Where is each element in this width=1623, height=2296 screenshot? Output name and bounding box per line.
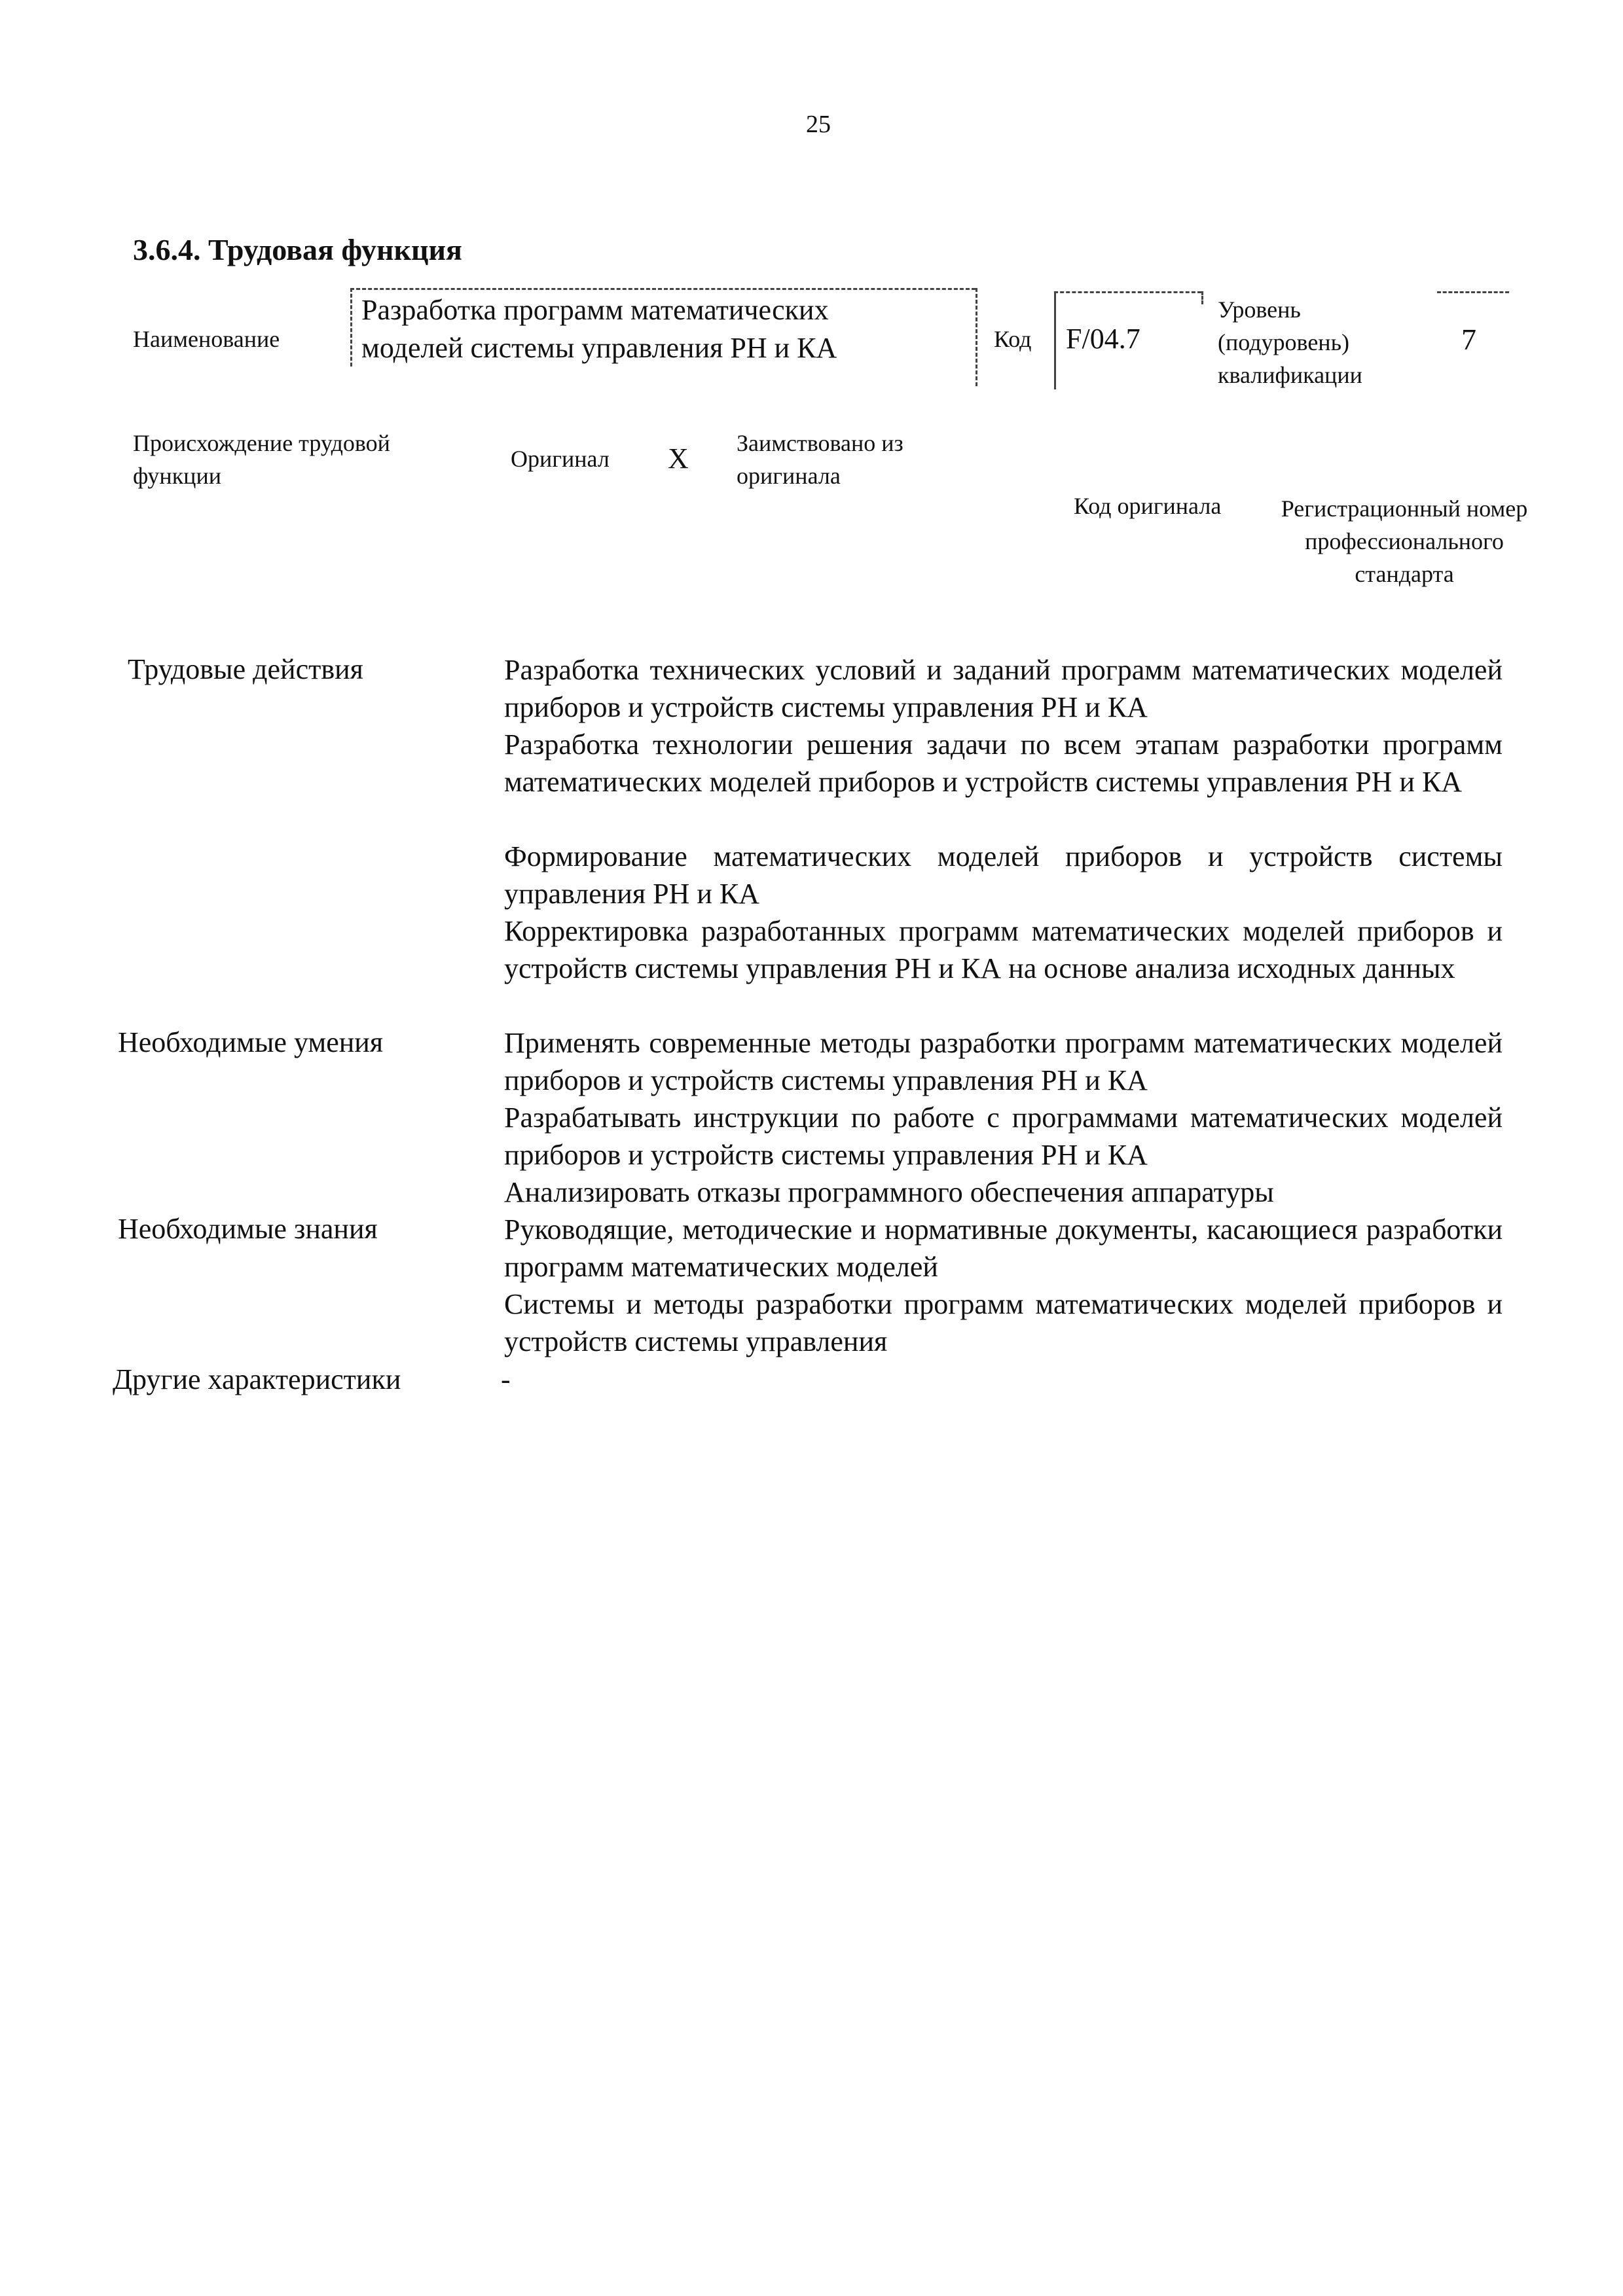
knowledge-item: Руководящие, методические и нормативные документы, касающиеся разработки программ математических моделей [504, 1213, 1503, 1283]
level-label-line1: Уровень [1218, 296, 1301, 323]
skills-label: Необходимые умения [118, 1026, 384, 1058]
other-value: - [501, 1363, 511, 1395]
skill-item: Применять современные методы разработки программ математических моделей приборов и устройств системы управления РН и КА [504, 1027, 1503, 1096]
code-box-right-border [1201, 291, 1203, 304]
level-label-line2: (подуровень) [1218, 329, 1349, 355]
skill-item: Разрабатывать инструкции по работе с программами математических моделей приборов и устройств системы управления РН и КА [504, 1102, 1503, 1171]
original-mark: X [668, 442, 689, 475]
knowledge-label: Необходимые знания [118, 1213, 378, 1245]
action-item: Формирование математических моделей приборов и устройств системы управления РН и КА [504, 840, 1503, 910]
origin-label-line1: Происхождение трудовой [133, 430, 390, 456]
code-value: F/04.7 [1066, 323, 1140, 355]
name-box-top-border [350, 288, 976, 290]
original-code-label: Код оригинала [1074, 493, 1222, 519]
level-label-line3: квалификации [1218, 362, 1362, 388]
section-heading: 3.6.4. Трудовая функция [133, 233, 462, 266]
reg-number-label: Регистрационный номер профессионального стандарта [1281, 495, 1528, 587]
action-item: Разработка технических условий и заданий программ математических моделей приборов и устройств системы управления РН и КА [504, 654, 1503, 723]
actions-label: Трудовые действия [128, 653, 363, 685]
level-label [1218, 293, 1362, 391]
code-label: Код [994, 326, 1032, 352]
knowledge-item: Системы и методы разработки программ математических моделей приборов и устройств системы управления [504, 1288, 1503, 1357]
action-item: Корректировка разработанных программ математических моделей приборов и устройств системы управления РН и КА на основе анализа исходных данных [504, 915, 1503, 984]
level-box-top-border [1437, 291, 1509, 293]
page-number: 25 [806, 111, 831, 138]
name-label: Наименование [133, 326, 280, 352]
borrowed-label-line1: Заимствовано из [737, 430, 903, 456]
origin-label-line2: функции [133, 463, 221, 489]
skill-item: Анализировать отказы программного обеспечения аппаратуры [504, 1176, 1274, 1208]
borrowed-label [737, 427, 903, 492]
original-label: Оригинал [511, 446, 610, 472]
other-label: Другие характеристики [113, 1363, 401, 1395]
borrowed-label-line2: оригинала [737, 463, 841, 489]
code-box-top-border [1054, 291, 1201, 293]
name-value [361, 291, 837, 367]
level-value: 7 [1461, 323, 1476, 356]
name-box-right-border [976, 288, 977, 386]
name-value-line1: Разработка программ математических [361, 294, 829, 326]
name-value-line2: моделей системы управления РН и КА [361, 332, 837, 364]
action-item: Разработка технологии решения задачи по всем этапам разработки программ математических моделей приборов и устройств системы управления РН и КА [504, 728, 1503, 798]
name-box-left-border [350, 288, 352, 367]
code-box-left-border [1054, 291, 1056, 389]
origin-label [133, 427, 390, 492]
